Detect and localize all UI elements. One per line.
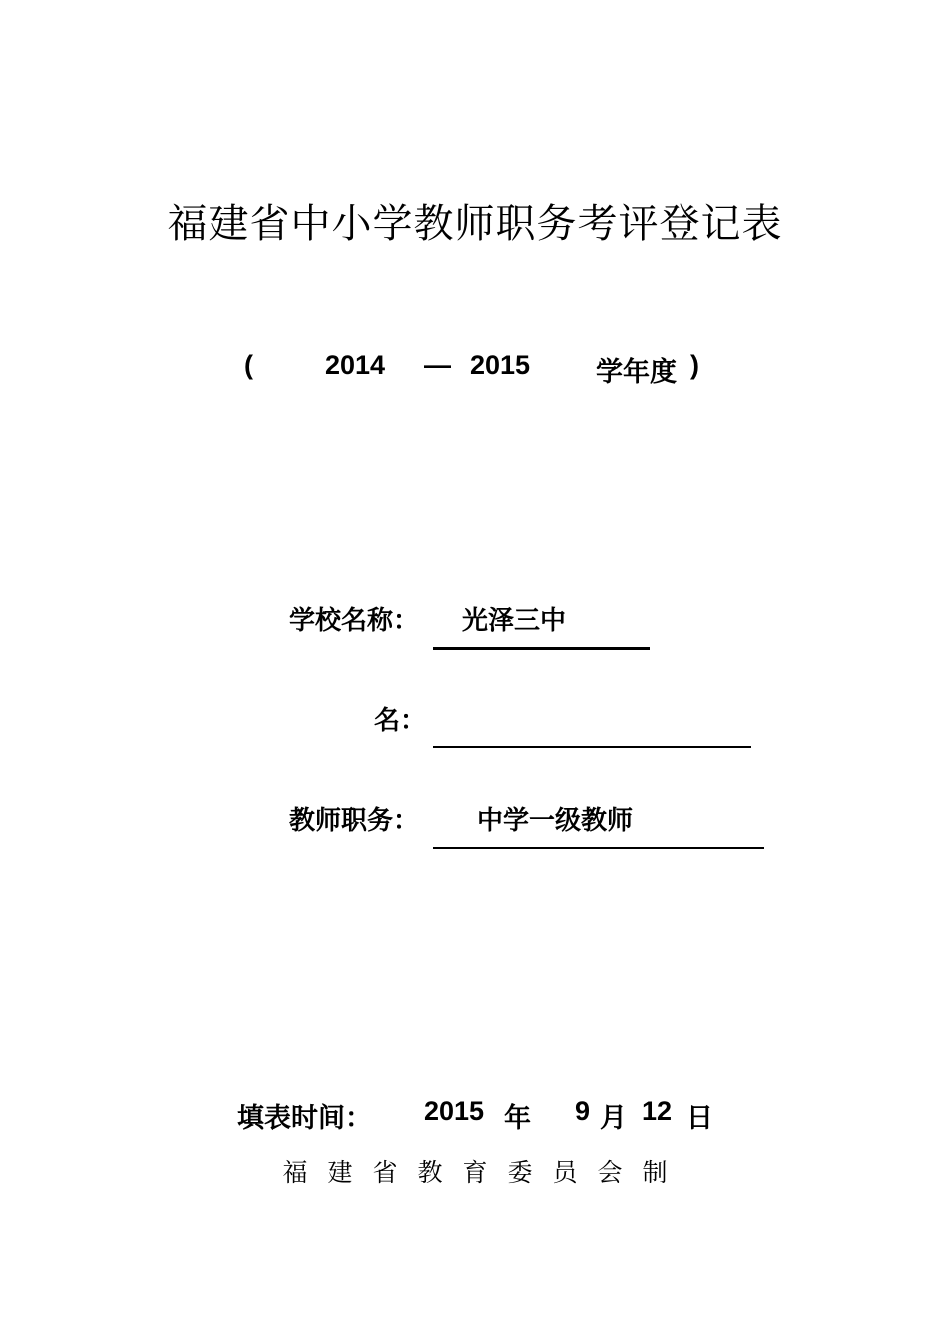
school-name-underline [433, 647, 650, 650]
position-value: 中学一级教师 [477, 806, 634, 836]
end-year: 2015 [470, 350, 531, 380]
fill-date-line [0, 1096, 950, 1136]
position-underline [433, 847, 764, 849]
fill-date-month-unit: 月 [600, 1103, 627, 1134]
issuer-text: 福建省教育委员会制 [282, 1158, 688, 1187]
fill-date-label: 填表时间： [237, 1103, 372, 1134]
school-name-label: 学校名称： [289, 606, 420, 636]
fill-date-year-unit: 年 [504, 1103, 531, 1134]
close-paren: ) [690, 350, 699, 380]
start-year: 2014 [325, 350, 386, 380]
document-title: 福建省中小学教师职务考评登记表 [167, 201, 783, 247]
fill-date-day: 12 [642, 1096, 673, 1126]
school-year-suffix: 学年度 [596, 357, 677, 388]
school-name-value: 光泽三中 [462, 606, 567, 636]
school-year-line [0, 350, 950, 390]
open-paren: ( [244, 350, 253, 380]
fill-date-month: 9 [575, 1096, 591, 1126]
fill-date-day-unit: 日 [686, 1103, 713, 1134]
fill-date-year: 2015 [424, 1096, 485, 1126]
name-label: 名： [374, 706, 427, 736]
position-label: 教师职务： [289, 806, 420, 836]
year-dash: — [424, 350, 451, 380]
name-underline [433, 746, 751, 748]
